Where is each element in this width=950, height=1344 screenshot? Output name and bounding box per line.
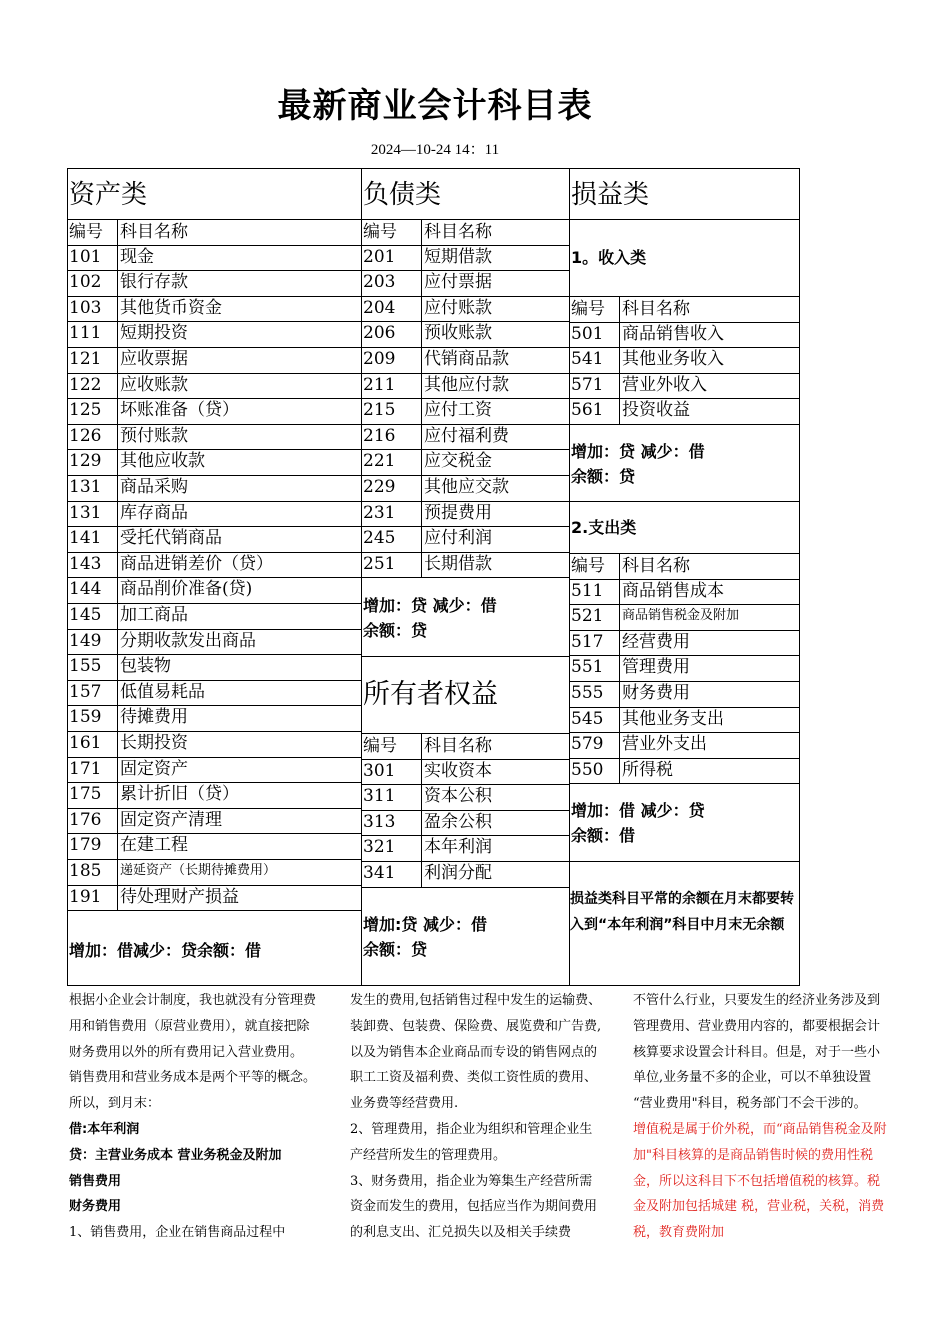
liability-code: 231 — [363, 503, 396, 523]
asset-name: 商品采购 — [120, 477, 188, 497]
note-paragraph: 发生的费用,包括销售过程中发生的运输费、装卸费、包装费、保险费、展览费和广告费,以及为销售本企业商品而专设的销售网点的职工工资及福利费、类似工资性质的费用、业务费等经营费用. — [350, 993, 602, 1112]
asset-code: 101 — [69, 247, 102, 267]
liability-code: 206 — [363, 323, 396, 343]
income-name: 商品销售收入 — [622, 324, 724, 344]
asset-code: 102 — [69, 272, 102, 292]
profit-loss-note: 损益类科目平常的余额在月末都要转入到“本年利润”科目中月末无余额 — [570, 891, 794, 933]
income-code: 561 — [571, 400, 604, 420]
equity-code: 311 — [363, 786, 396, 806]
table-rule-line — [67, 347, 361, 348]
asset-name: 其他应收款 — [120, 451, 205, 471]
asset-name: 银行存款 — [120, 272, 188, 292]
liability-code: 203 — [363, 272, 396, 292]
asset-code: 111 — [69, 323, 102, 343]
asset-code: 176 — [69, 810, 102, 830]
table-rule-line — [67, 833, 361, 834]
page-title: 最新商业会计科目表 — [277, 86, 593, 126]
table-rule-line — [67, 501, 361, 502]
liability-name: 其他应付款 — [424, 375, 509, 395]
liability-name: 预收账款 — [424, 323, 492, 343]
expense-name: 经营费用 — [622, 632, 690, 652]
liability-code: 211 — [363, 375, 396, 395]
expense-code: 550 — [571, 760, 604, 780]
table-rule-line — [67, 449, 361, 450]
asset-code: 149 — [69, 631, 102, 651]
asset-name: 短期投资 — [120, 323, 188, 343]
liability-code: 221 — [363, 451, 396, 471]
table-rule-line — [67, 475, 361, 476]
equity-code: 301 — [363, 761, 396, 781]
table-rule-line — [361, 577, 569, 578]
table-rule-line — [569, 501, 800, 502]
expense-name: 财务费用 — [622, 683, 690, 703]
table-rule-line — [67, 270, 361, 271]
table-rule-line — [569, 424, 800, 425]
income-rule-line2: 余额：贷 — [571, 467, 636, 486]
liability-name: 应付账款 — [424, 298, 492, 318]
liability-code: 215 — [363, 400, 396, 420]
liability-code: 204 — [363, 298, 396, 318]
expense-name: 商品销售成本 — [622, 581, 724, 601]
expense-name: 其他业务支出 — [622, 709, 724, 729]
note-paragraph: 增值税是属于价外税，而“商品销售税金及附加"科目核算的是商品销售时候的费用性税金，所以这科目下不包括增值税的核算。税金及附加包括城建 税，营业税，关税，消费税，教育费附加 — [633, 1121, 887, 1241]
income-rule-line1: 增加：贷 减少：借 — [571, 442, 705, 461]
table-rule-line — [619, 296, 620, 424]
liability-code: 229 — [363, 477, 396, 497]
income-code: 571 — [571, 375, 604, 395]
asset-code: 125 — [69, 400, 102, 420]
equity-name: 实收资本 — [424, 761, 492, 781]
note-paragraph: 根据小企业会计制度，我也就没有分管理费用和销售费用（原营业费用），就直接把除财务费用以外的所有费用记入营业费用。 — [69, 993, 317, 1060]
table-rule-line — [67, 603, 361, 604]
expense-code: 521 — [571, 606, 604, 626]
asset-code: 144 — [69, 579, 102, 599]
asset-code: 126 — [69, 426, 102, 446]
asset-name: 长期投资 — [120, 733, 188, 753]
liability-name: 短期借款 — [424, 247, 492, 267]
notes-column-2 — [350, 988, 602, 1246]
asset-name: 商品削价准备(贷) — [120, 579, 253, 599]
equity-code: 341 — [363, 863, 396, 883]
equity-rule-line2: 余额：贷 — [363, 940, 428, 959]
asset-code: 122 — [69, 375, 102, 395]
asset-name: 待处理财产损益 — [120, 887, 239, 907]
asset-name: 递延资产（长期待摊费用） — [120, 863, 277, 878]
asset-code: 155 — [69, 656, 102, 676]
expense-code: 579 — [571, 734, 604, 754]
asset-code: 141 — [69, 528, 102, 548]
table-rule-line — [67, 654, 361, 655]
expense-code: 511 — [571, 581, 604, 601]
equity-code: 321 — [363, 837, 396, 857]
asset-name: 应收票据 — [120, 349, 188, 369]
liabilities-rule-line2: 余额：贷 — [363, 621, 428, 640]
equity-code: 313 — [363, 812, 396, 832]
liability-code: 251 — [363, 554, 396, 574]
assets-heading: 资产类 — [69, 180, 148, 210]
note-paragraph: 不管什么行业，只要发生的经济业务涉及到管理费用、营业费用内容的，都要根据会计核算要求设置会计科目。但是，对于一些小单位,业务量不多的企业，可以不单独设置 “营业费用"科目，税务部门不会干涉的。 — [633, 993, 881, 1112]
liabilities-col-code: 编号 — [363, 222, 397, 242]
table-rule-line — [569, 168, 570, 986]
asset-code: 171 — [69, 759, 102, 779]
note-paragraph: 贷：主营业务成本 营业务税金及附加 — [69, 1147, 282, 1163]
assets-rule: 增加：借减少：贷余额：借 — [69, 941, 262, 960]
asset-name: 受托代销商品 — [120, 528, 222, 548]
income-heading: 1。收入类 — [571, 248, 647, 267]
table-rule-line — [67, 731, 361, 732]
asset-name: 现金 — [120, 247, 154, 267]
date-stamp: 2024—10-24 14：11 — [370, 142, 500, 158]
liability-code: 209 — [363, 349, 396, 369]
table-rule-line — [67, 321, 361, 322]
table-rule-line — [421, 733, 422, 887]
asset-code: 185 — [69, 861, 102, 881]
expense-heading: 2.支出类 — [571, 518, 637, 537]
liability-code: 216 — [363, 426, 396, 446]
equity-name: 资本公积 — [424, 786, 492, 806]
asset-code: 129 — [69, 451, 102, 471]
notes-column-1 — [69, 988, 321, 1246]
liability-name: 长期借款 — [424, 554, 492, 574]
equity-rule-line1: 增加:贷 减少：借 — [363, 915, 487, 934]
equity-col-code: 编号 — [363, 736, 397, 756]
asset-code: 191 — [69, 887, 102, 907]
table-rule-line — [67, 245, 361, 246]
liability-name: 代销商品款 — [424, 349, 509, 369]
table-rule-line — [67, 705, 361, 706]
note-paragraph: 销售费用 — [69, 1173, 122, 1189]
asset-code: 175 — [69, 784, 102, 804]
liability-code: 201 — [363, 247, 396, 267]
table-rule-line — [67, 910, 361, 911]
asset-name: 固定资产清理 — [120, 810, 222, 830]
expense-code: 517 — [571, 632, 604, 652]
liabilities-rule-line1: 增加：贷 减少：借 — [363, 596, 497, 615]
asset-name: 坏账准备（贷） — [120, 400, 239, 420]
liabilities-col-name: 科目名称 — [424, 222, 492, 242]
asset-code: 131 — [69, 477, 102, 497]
asset-name: 累计折旧（贷） — [120, 784, 239, 804]
table-rule-line — [67, 680, 361, 681]
expense-code: 555 — [571, 683, 604, 703]
expense-col-code: 编号 — [571, 556, 605, 576]
equity-col-name: 科目名称 — [424, 736, 492, 756]
table-rule-line — [361, 887, 569, 888]
asset-name: 加工商品 — [120, 605, 188, 625]
note-paragraph: 借:本年利润 — [69, 1121, 140, 1137]
table-rule-line — [67, 373, 361, 374]
table-rule-line — [569, 783, 800, 784]
asset-name: 商品进销差价（贷） — [120, 554, 273, 574]
asset-code: 161 — [69, 733, 102, 753]
asset-name: 应收账款 — [120, 375, 188, 395]
equity-heading: 所有者权益 — [363, 679, 498, 710]
table-rule-line — [421, 219, 422, 577]
asset-code: 103 — [69, 298, 102, 318]
expense-rule-line1: 增加：借 减少：贷 — [571, 801, 705, 820]
equity-name: 盈余公积 — [424, 812, 492, 832]
notes-column-3 — [633, 988, 889, 1246]
assets-col-code: 编号 — [69, 222, 103, 242]
note-paragraph: 销售费用和营业务成本是两个平等的概念。所以，到月末： — [69, 1070, 317, 1112]
expense-code: 545 — [571, 709, 604, 729]
table-rule-line — [67, 219, 361, 220]
table-rule-line — [67, 424, 361, 425]
assets-col-name: 科目名称 — [120, 222, 188, 242]
liability-code: 245 — [363, 528, 396, 548]
asset-code: 145 — [69, 605, 102, 625]
asset-name: 预付账款 — [120, 426, 188, 446]
equity-name: 本年利润 — [424, 837, 492, 857]
asset-name: 在建工程 — [120, 835, 188, 855]
asset-name: 待摊费用 — [120, 707, 188, 727]
liability-name: 应交税金 — [424, 451, 492, 471]
liability-name: 应付票据 — [424, 272, 492, 292]
income-name: 投资收益 — [622, 400, 690, 420]
expense-name: 营业外支出 — [622, 734, 707, 754]
asset-code: 157 — [69, 682, 102, 702]
asset-name: 固定资产 — [120, 759, 188, 779]
asset-code: 159 — [69, 707, 102, 727]
asset-name: 分期收款发出商品 — [120, 631, 256, 651]
table-rule-line — [361, 656, 569, 657]
profit-loss-heading: 损益类 — [571, 180, 650, 210]
asset-code: 143 — [69, 554, 102, 574]
liabilities-heading: 负债类 — [363, 180, 442, 210]
expense-code: 551 — [571, 657, 604, 677]
asset-name: 其他货币资金 — [120, 298, 222, 318]
table-rule-line — [67, 757, 361, 758]
note-paragraph: 3、财务费用，指企业为筹集生产经营所需资金而发生的费用，包括应当作为期间费用的利息支出、汇兑损失以及相关手续费 — [350, 1173, 598, 1241]
expense-rule-line2: 余额：借 — [571, 826, 636, 845]
table-rule-line — [619, 553, 620, 783]
income-col-code: 编号 — [571, 299, 605, 319]
income-name: 营业外收入 — [622, 375, 707, 395]
income-col-name: 科目名称 — [622, 299, 690, 319]
asset-code: 131 — [69, 503, 102, 523]
asset-name: 库存商品 — [120, 503, 188, 523]
expense-name: 商品销售税金及附加 — [622, 608, 740, 623]
expense-name: 管理费用 — [622, 657, 690, 677]
equity-name: 利润分配 — [424, 863, 492, 883]
liability-name: 应付利润 — [424, 528, 492, 548]
income-name: 其他业务收入 — [622, 349, 724, 369]
asset-code: 121 — [69, 349, 102, 369]
liability-name: 预提费用 — [424, 503, 492, 523]
liability-name: 其他应交款 — [424, 477, 509, 497]
table-rule-line — [569, 861, 800, 862]
note-paragraph: 2、管理费用，指企业为组织和管理企业生产经营所发生的管理费用。 — [350, 1121, 593, 1163]
table-rule-line — [117, 219, 118, 910]
note-paragraph: 1、销售费用，企业在销售商品过程中 — [69, 1225, 286, 1241]
income-code: 541 — [571, 349, 604, 369]
income-code: 501 — [571, 324, 604, 344]
expense-col-name: 科目名称 — [622, 556, 690, 576]
asset-name: 包装物 — [120, 656, 171, 676]
asset-name: 低值易耗品 — [120, 682, 205, 702]
liability-name: 应付福利费 — [424, 426, 509, 446]
liability-name: 应付工资 — [424, 400, 492, 420]
note-paragraph: 财务费用 — [69, 1199, 122, 1215]
table-rule-line — [569, 758, 800, 759]
expense-name: 所得税 — [622, 760, 673, 780]
asset-code: 179 — [69, 835, 102, 855]
